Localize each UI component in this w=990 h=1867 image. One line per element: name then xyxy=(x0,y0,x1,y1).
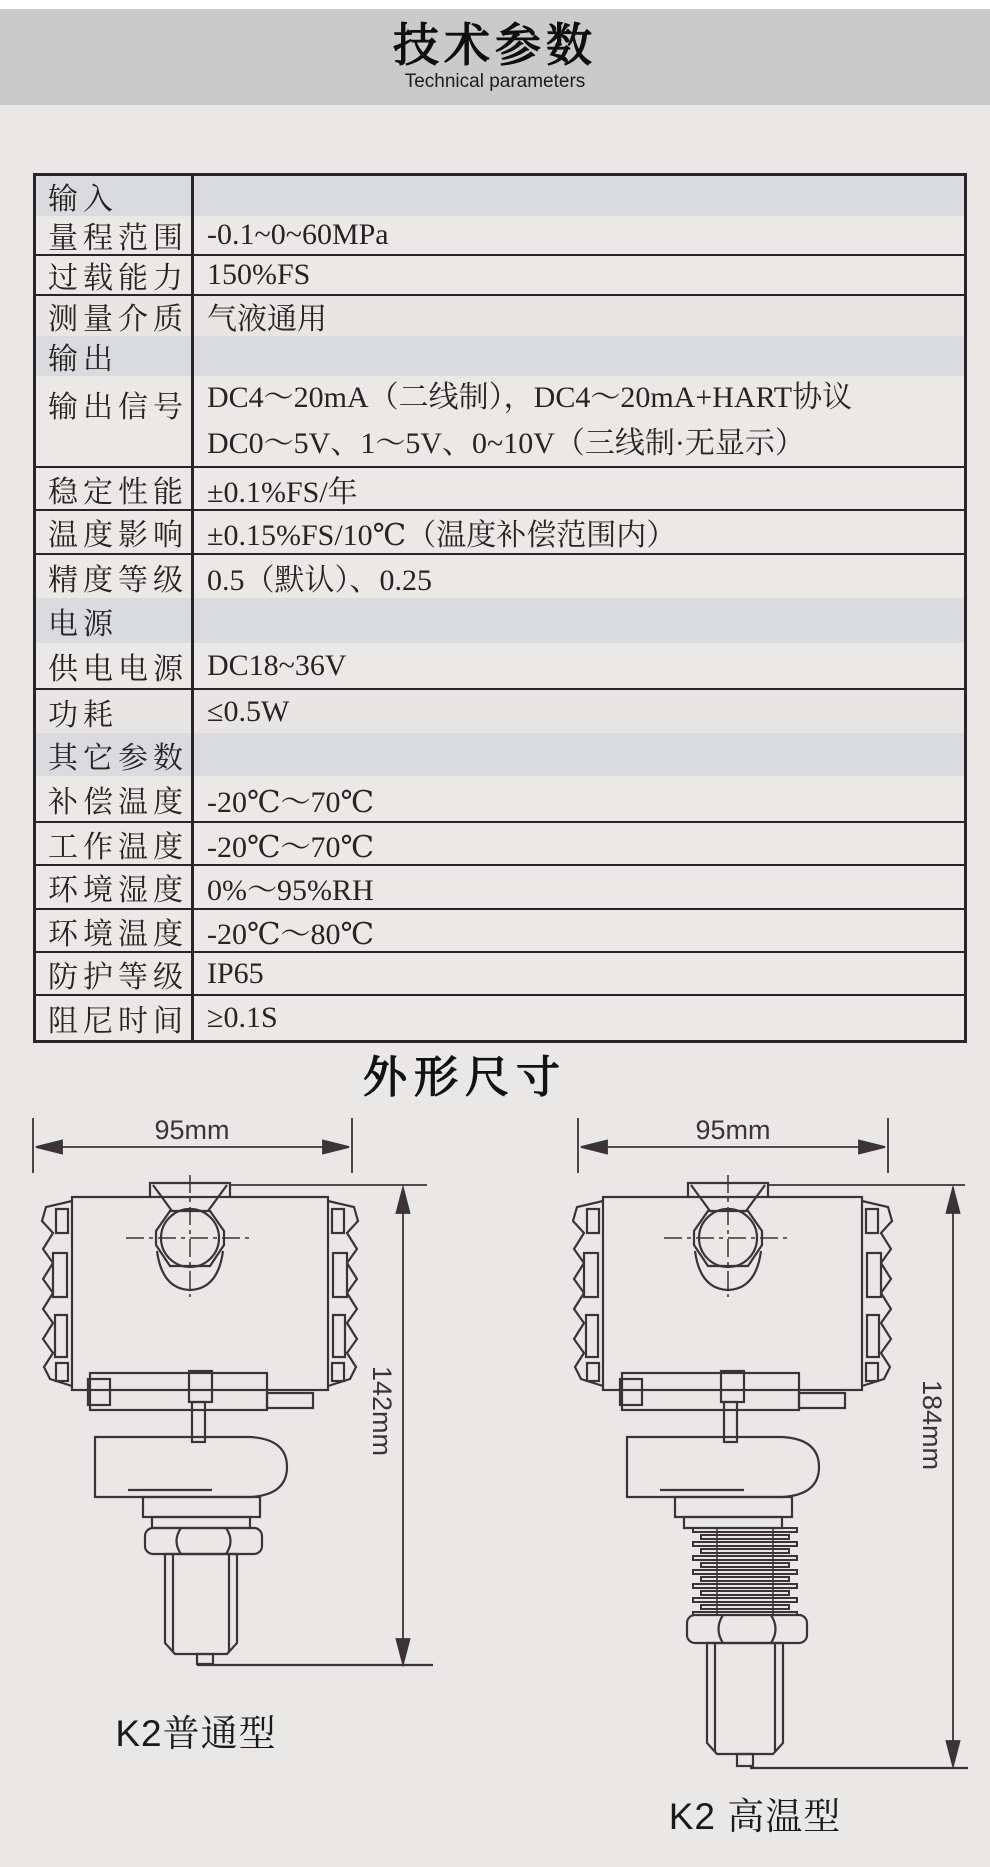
spec-table xyxy=(33,173,967,1043)
page-subtitle: Technical parameters xyxy=(404,71,586,93)
table-row xyxy=(36,598,964,643)
row-label: 工作温度 xyxy=(36,823,194,864)
row-label: 稳定性能 xyxy=(36,468,194,509)
table-row xyxy=(36,336,964,376)
row-value: -0.1~0~60MPa xyxy=(207,218,389,251)
row-label: 输出 xyxy=(36,336,194,376)
row-label: 测量介质 xyxy=(36,296,194,336)
outline-section-title: 外形尺寸 xyxy=(363,1053,567,1102)
row-value-line2: DC0～5V、1～5V、0~10V（三线制·无显示） xyxy=(207,427,805,460)
drawing-label-ordinary: K2普通型 xyxy=(115,1713,277,1754)
row-label: 量程范围 xyxy=(36,216,194,254)
top-strip xyxy=(0,0,990,9)
row-value: 150%FS xyxy=(207,258,311,291)
table-row xyxy=(36,866,964,910)
row-value: ≥0.1S xyxy=(207,1001,278,1034)
table-row xyxy=(36,376,964,468)
table-row xyxy=(36,176,964,216)
table-row xyxy=(36,256,964,296)
row-label: 输入 xyxy=(36,176,194,216)
row-label: 功耗 xyxy=(36,690,194,733)
row-label: 过载能力 xyxy=(36,256,194,294)
center-lines xyxy=(126,1175,254,1297)
row-label: 供电电源 xyxy=(36,643,194,688)
width-dim-label: 95mm xyxy=(695,1115,771,1145)
row-value xyxy=(194,336,964,376)
row-value-line1: DC4～20mA（二线制），DC4～20mA+HART协议 xyxy=(207,381,853,414)
table-row xyxy=(36,996,964,1040)
height-dim-label: 142mm xyxy=(367,1365,397,1457)
row-value xyxy=(194,733,964,776)
height-dim-label: 184mm xyxy=(917,1379,947,1471)
table-row xyxy=(36,953,964,996)
table-row xyxy=(36,296,964,336)
table-row xyxy=(36,511,964,555)
row-value: -20℃～70℃ xyxy=(207,785,375,819)
drawing-label-high-temp: K2 高温型 xyxy=(668,1796,842,1837)
table-row xyxy=(36,776,964,823)
row-label: 输出信号 xyxy=(36,376,194,466)
page-title: 技术参数 xyxy=(393,18,597,71)
table-row xyxy=(36,643,964,690)
row-value: 0%～95%RH xyxy=(207,874,374,907)
row-value: 0.5（默认）、0.25 xyxy=(207,563,432,597)
table-row xyxy=(36,468,964,511)
row-value: -20℃～70℃ xyxy=(207,830,375,864)
table-row xyxy=(36,910,964,953)
device-body xyxy=(573,1183,892,1766)
row-value: IP65 xyxy=(207,956,264,990)
table-row xyxy=(36,555,964,598)
row-label: 环境湿度 xyxy=(36,866,194,908)
center-lines xyxy=(664,1175,792,1297)
row-value xyxy=(194,176,964,216)
device-body xyxy=(42,1183,358,1664)
transmitter-drawing-ordinary xyxy=(0,1105,460,1765)
row-value xyxy=(194,598,964,643)
row-label: 精度等级 xyxy=(36,555,194,598)
table-row xyxy=(36,216,964,256)
row-value: -20℃～80℃ xyxy=(207,917,375,951)
row-value xyxy=(194,376,964,466)
row-value: ±0.1%FS/年 xyxy=(207,475,358,509)
row-label: 温度影响 xyxy=(36,511,194,553)
row-value: DC18~36V xyxy=(207,648,347,682)
row-label: 防护等级 xyxy=(36,953,194,994)
page-header xyxy=(0,9,990,105)
table-row xyxy=(36,733,964,776)
row-label: 电源 xyxy=(36,598,194,643)
row-value: ≤0.5W xyxy=(207,694,290,728)
row-label: 补偿温度 xyxy=(36,776,194,821)
row-label: 阻尼时间 xyxy=(36,996,194,1040)
transmitter-drawing-high-temp xyxy=(460,1105,990,1867)
width-dim-label: 95mm xyxy=(154,1115,230,1145)
row-label: 其它参数 xyxy=(36,733,194,776)
table-row xyxy=(36,823,964,866)
table-row xyxy=(36,690,964,733)
row-label: 环境温度 xyxy=(36,910,194,951)
row-value: ±0.15%FS/10℃（温度补偿范围内） xyxy=(207,519,677,552)
row-value: 气液通用 xyxy=(207,303,327,336)
